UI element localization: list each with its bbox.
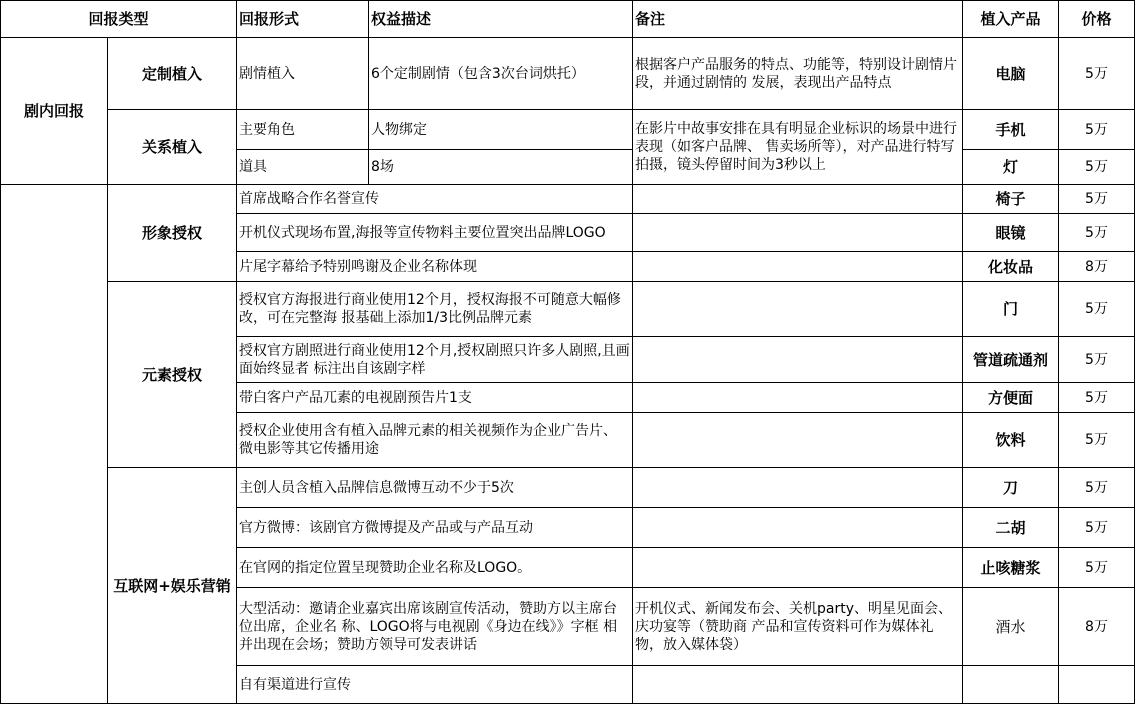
price-cell: 5万 xyxy=(1059,150,1135,185)
category-internet: 互联网+娱乐营销 xyxy=(108,468,237,704)
category-custom: 定制植入 xyxy=(108,38,237,110)
form-cell: 剧情植入 xyxy=(237,38,369,110)
table-row xyxy=(1,282,1135,337)
price-cell xyxy=(1059,666,1135,704)
product-cell: 方便面 xyxy=(963,383,1059,413)
price-cell: 5万 xyxy=(1059,508,1135,548)
product-cell: 饮料 xyxy=(963,413,1059,468)
product-cell: 门 xyxy=(963,282,1059,337)
note-cell xyxy=(633,337,963,383)
desc-cell: 6个定制剧情（包含3次台词烘托） xyxy=(369,38,633,110)
price-cell: 5万 xyxy=(1059,214,1135,252)
header-desc: 权益描述 xyxy=(369,1,633,38)
note-cell xyxy=(633,508,963,548)
form-cell: 片尾字幕给予特别鸣谢及企业名称体现 xyxy=(237,252,633,282)
product-cell: 椅子 xyxy=(963,185,1059,214)
note-cell xyxy=(633,252,963,282)
form-cell: 道具 xyxy=(237,150,369,185)
price-cell: 5万 xyxy=(1059,548,1135,588)
category-element: 元素授权 xyxy=(108,282,237,468)
header-type: 回报类型 xyxy=(1,1,237,38)
form-cell: 授权企业使用含有植入品牌元素的相关视频作为企业广告片、微电影等其它传播用途 xyxy=(237,413,633,468)
form-cell: 授权官方剧照进行商业使用12个月,授权剧照只许多人剧照,且画面始终显者 标注出自该剧字样 xyxy=(237,337,633,383)
form-cell: 大型活动：邀请企业嘉宾出席该剧宣传活动，赞助方以主席台位出席，企业名 称、LOGO将与电视剧《身边在线》》字框 相并出现在会场；赞助方领导可发表讲话 xyxy=(237,588,633,666)
product-cell: 二胡 xyxy=(963,508,1059,548)
product-cell: 止咳糖浆 xyxy=(963,548,1059,588)
desc-cell: 人物绑定 xyxy=(369,110,633,150)
note-cell xyxy=(633,666,963,704)
category-relation: 关系植入 xyxy=(108,110,237,185)
note-cell: 根据客户产品服务的特点、功能等，特别设计剧情片段，并通过剧情的 发展，表现出产品特点 xyxy=(633,38,963,110)
product-cell: 酒水 xyxy=(963,588,1059,666)
note-cell xyxy=(633,214,963,252)
section-in-drama: 剧内回报 xyxy=(1,38,108,185)
form-cell: 带白客户产品兀素的电视剧预告片1支 xyxy=(237,383,633,413)
category-image: 形象授权 xyxy=(108,185,237,282)
price-cell: 5万 xyxy=(1059,413,1135,468)
form-cell: 首席战略合作名誉宣传 xyxy=(237,185,633,214)
product-cell: 眼镜 xyxy=(963,214,1059,252)
desc-cell: 8场 xyxy=(369,150,633,185)
form-cell: 主创人员含植入品牌信息微博互动不少于5次 xyxy=(237,468,633,508)
note-cell xyxy=(633,185,963,214)
product-cell: 灯 xyxy=(963,150,1059,185)
form-cell: 自有渠道进行宣传 xyxy=(237,666,633,704)
note-cell xyxy=(633,383,963,413)
price-cell: 5万 xyxy=(1059,110,1135,150)
product-cell: 手机 xyxy=(963,110,1059,150)
price-cell: 5万 xyxy=(1059,383,1135,413)
note-cell xyxy=(633,468,963,508)
price-cell: 5万 xyxy=(1059,38,1135,110)
header-form: 回报形式 xyxy=(237,1,369,38)
product-cell: 化妆品 xyxy=(963,252,1059,282)
table-row xyxy=(1,468,1135,508)
section-blank xyxy=(1,185,108,704)
price-cell: 8万 xyxy=(1059,588,1135,666)
price-cell: 5万 xyxy=(1059,468,1135,508)
form-cell: 授权官方海报进行商业使用12个月，授权海报不可随意大幅修改，可在完整海 报基础上添加1/3比例品牌元素 xyxy=(237,282,633,337)
table-row xyxy=(1,110,1135,150)
table-row xyxy=(1,185,1135,214)
note-cell: 在影片中故事安排在具有明显企业标识的场景中进行表现（如客户品牌、 售卖场所等），对产品进行特写拍摄，镜头停留时间为3秒以上 xyxy=(633,110,963,185)
note-cell: 开机仪式、新闻发布会、关机party、明星见面会、庆功宴等（赞助商 产品和宣传资料可作为媒体礼物，放入媒体袋） xyxy=(633,588,963,666)
header-note: 备注 xyxy=(633,1,963,38)
price-cell: 5万 xyxy=(1059,282,1135,337)
price-cell: 5万 xyxy=(1059,337,1135,383)
header-price: 价格 xyxy=(1059,1,1135,38)
product-cell: 电脑 xyxy=(963,38,1059,110)
form-cell: 在官网的指定位置呈现赞助企业名称及LOGO。 xyxy=(237,548,633,588)
product-cell: 管道疏通剂 xyxy=(963,337,1059,383)
header-row xyxy=(1,1,1135,38)
price-cell: 8万 xyxy=(1059,252,1135,282)
form-cell: 开机仪式现场布置,海报等宣传物料主要位置突出品牌LOGO xyxy=(237,214,633,252)
product-cell: 刀 xyxy=(963,468,1059,508)
table-row xyxy=(1,38,1135,110)
note-cell xyxy=(633,413,963,468)
note-cell xyxy=(633,548,963,588)
product-cell xyxy=(963,666,1059,704)
header-product: 植入产品 xyxy=(963,1,1059,38)
form-cell: 主要角色 xyxy=(237,110,369,150)
form-cell: 官方微博：该剧官方微博提及产品或与产品互动 xyxy=(237,508,633,548)
price-cell: 5万 xyxy=(1059,185,1135,214)
note-cell xyxy=(633,282,963,337)
